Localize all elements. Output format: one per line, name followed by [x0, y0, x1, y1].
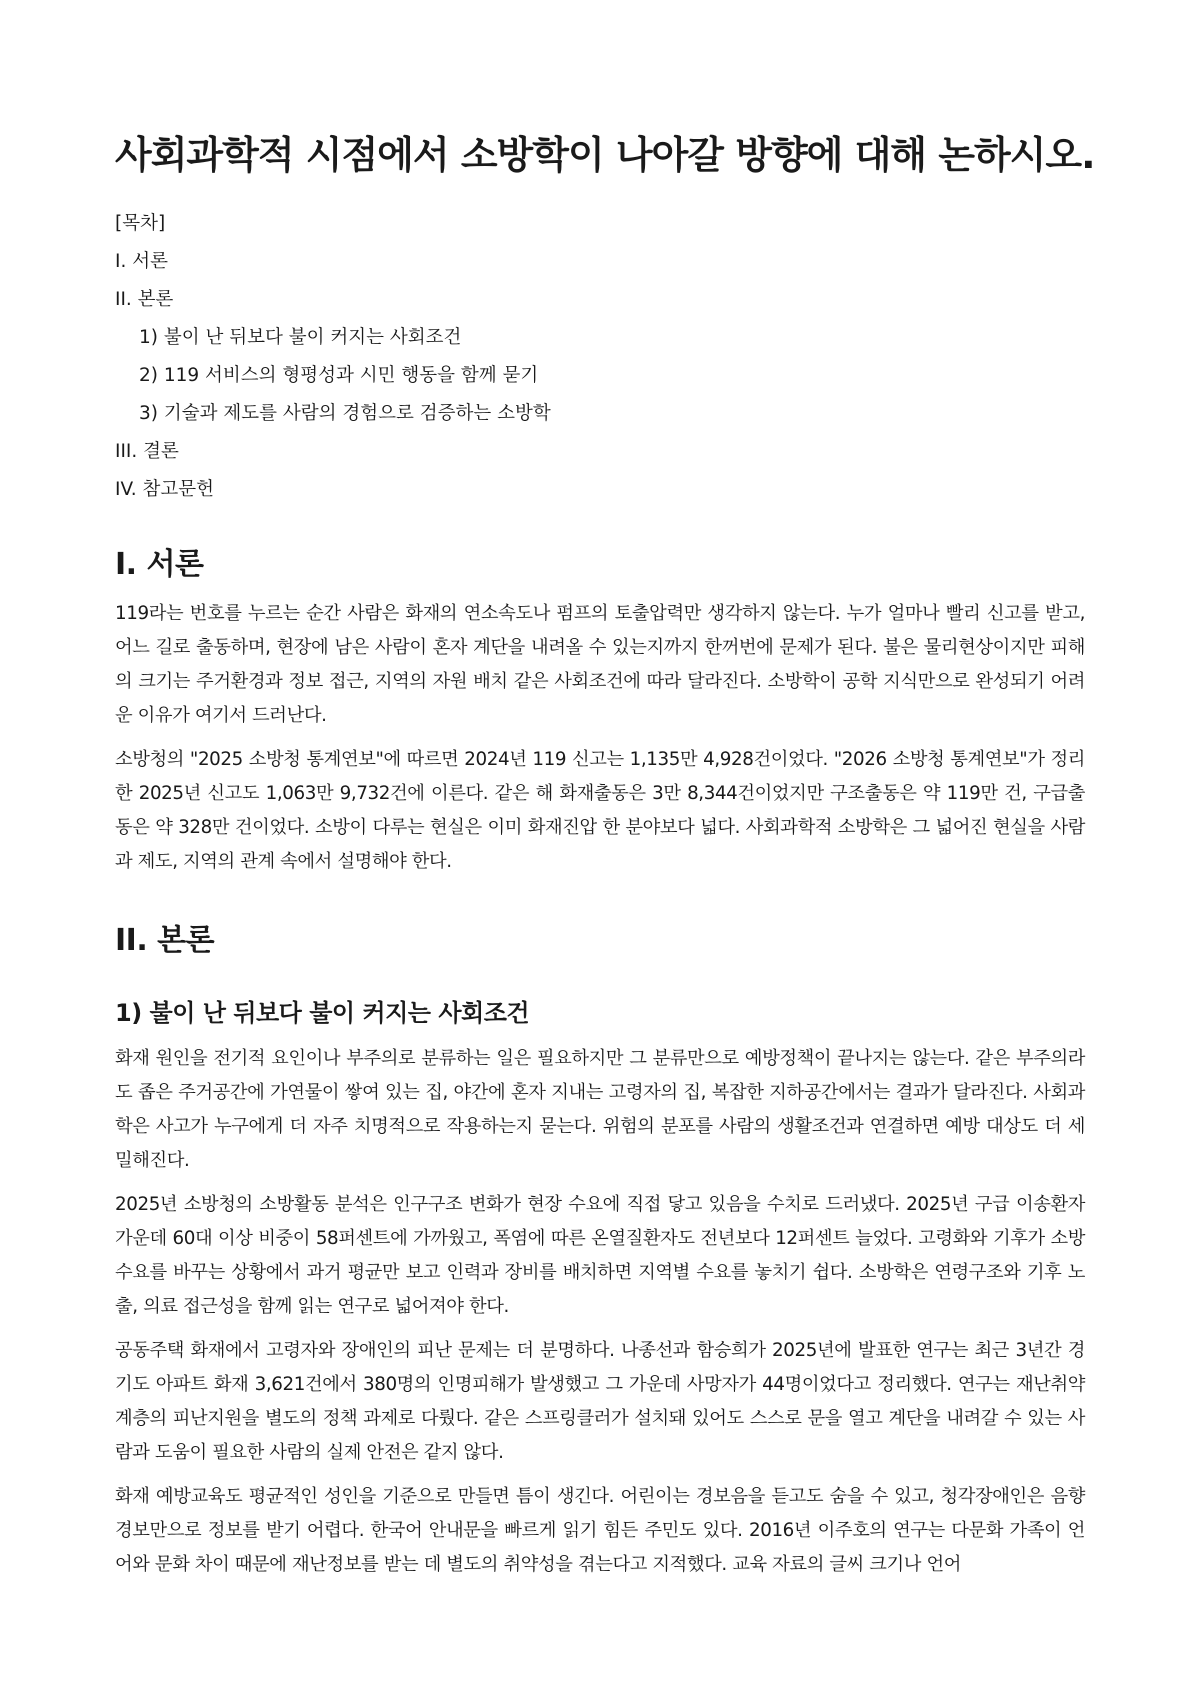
intro-paragraph-2: 소방청의 "2025 소방청 통계연보"에 따르면 2024년 119 신고는 1,135만 4,928건이었다. "2026 소방청 통계연보"가 정리한 2025년 신고도 1,063만 9,732건에 이른다. 같은 해 화재출동은 3만 8,344건이었지만 구조출동은 약 119만 건, 구급출동은 약 328만 건이었다. 소방이 다루는 현실은 이미 화재진압 한 분야보다 넓다. 사회과학적 소방학은 그 넓어진 현실을 사람과 제도, 지역의 관계 속에서 설명해야 한다. — [115, 749, 1085, 872]
intro-paragraph-1: 119라는 번호를 누르는 순간 사람은 화재의 연소속도나 펌프의 토출압력만 생각하지 않는다. 누가 얼마나 빨리 신고를 받고, 어느 길로 출동하며, 현장에 남은 사람이 혼자 계단을 내려올 수 있는지까지 한꺼번에 문제가 된다. 불은 물리현상이지만 피해의 크기는 주거환경과 정보 접근, 지역의 자원 배치 같은 사회조건에 따라 달라진다. 소방학이 공학 지식만으로 완성되기 어려운 이유가 여기서 드러난다. — [115, 603, 1085, 726]
intro-heading: I. 서론 — [115, 547, 204, 582]
body-section — [115, 915, 1085, 1582]
toc-label: [목차] — [115, 213, 166, 234]
toc-item: 1) 불이 난 뒤보다 불이 커지는 사회조건 — [139, 327, 462, 348]
body-paragraph-4: 화재 예방교육도 평균적인 성인을 기준으로 만들면 틈이 생긴다. 어린이는 경보음을 듣고도 숨을 수 있고, 청각장애인은 음향경보만으로 정보를 받기 어렵다. 한국어 안내문을 빠르게 읽기 힘든 주민도 있다. 2016년 이주호의 연구는 다문화 가족이 언어와 문화 차이 때문에 재난정보를 받는 데 별도의 취약성을 겪는다고 지적했다. 교육 자료의 글씨 크기나 언어 — [115, 1486, 1085, 1575]
toc-item: II. 본론 — [115, 289, 174, 310]
body-paragraph-1: 화재 원인을 전기적 요인이나 부주의로 분류하는 일은 필요하지만 그 분류만으로 예방정책이 끝나지는 않는다. 같은 부주의라도 좁은 주거공간에 가연물이 쌓여 있는 집, 야간에 혼자 지내는 고령자의 집, 복잡한 지하공간에서는 결과가 달라진다. 사회과학은 사고가 누구에게 더 자주 치명적으로 작용하는지 묻는다. 위험의 분포를 사람의 생활조건과 연결하면 예방 대상도 더 세밀해진다. — [115, 1048, 1085, 1171]
document-title: 사회과학적 시점에서 소방학이 나아갈 방향에 대해 논하시오. — [115, 133, 1095, 177]
body-paragraph-2: 2025년 소방청의 소방활동 분석은 인구구조 변화가 현장 수요에 직접 닿고 있음을 수치로 드러냈다. 2025년 구급 이송환자 가운데 60대 이상 비중이 58퍼센트에 가까웠고, 폭염에 따른 온열질환자도 전년보다 12퍼센트 늘었다. 고령화와 기후가 소방 수요를 바꾸는 상황에서 과거 평균만 보고 인력과 장비를 배치하면 지역별 수요를 놓치기 쉽다. 소방학은 연령구조와 기후 노출, 의료 접근성을 함께 읽는 연구로 넓어져야 한다. — [115, 1194, 1085, 1317]
body-paragraph-3: 공동주택 화재에서 고령자와 장애인의 피난 문제는 더 분명하다. 나종선과 함승희가 2025년에 발표한 연구는 최근 3년간 경기도 아파트 화재 3,621건에서 380명의 인명피해가 발생했고 그 가운데 사망자가 44명이었다고 정리했다. 연구는 재난취약계층의 피난지원을 별도의 정책 과제로 다뤘다. 같은 스프링클러가 설치돼 있어도 스스로 문을 열고 계단을 내려갈 수 있는 사람과 도움이 필요한 사람의 실제 안전은 같지 않다. — [115, 1340, 1085, 1463]
toc-item: IV. 참고문헌 — [115, 479, 214, 500]
toc-item: III. 결론 — [115, 441, 179, 462]
subsection-heading: 1) 불이 난 뒤보다 불이 커지는 사회조건 — [115, 999, 530, 1027]
body-heading: II. 본론 — [115, 923, 215, 958]
intro-section — [115, 539, 1085, 879]
toc-item: 3) 기술과 제도를 사람의 경험으로 검증하는 소방학 — [139, 403, 551, 424]
toc-item: I. 서론 — [115, 251, 168, 272]
table-of-contents — [115, 205, 1085, 509]
toc-item: 2) 119 서비스의 형평성과 시민 행동을 함께 묻기 — [139, 365, 539, 386]
